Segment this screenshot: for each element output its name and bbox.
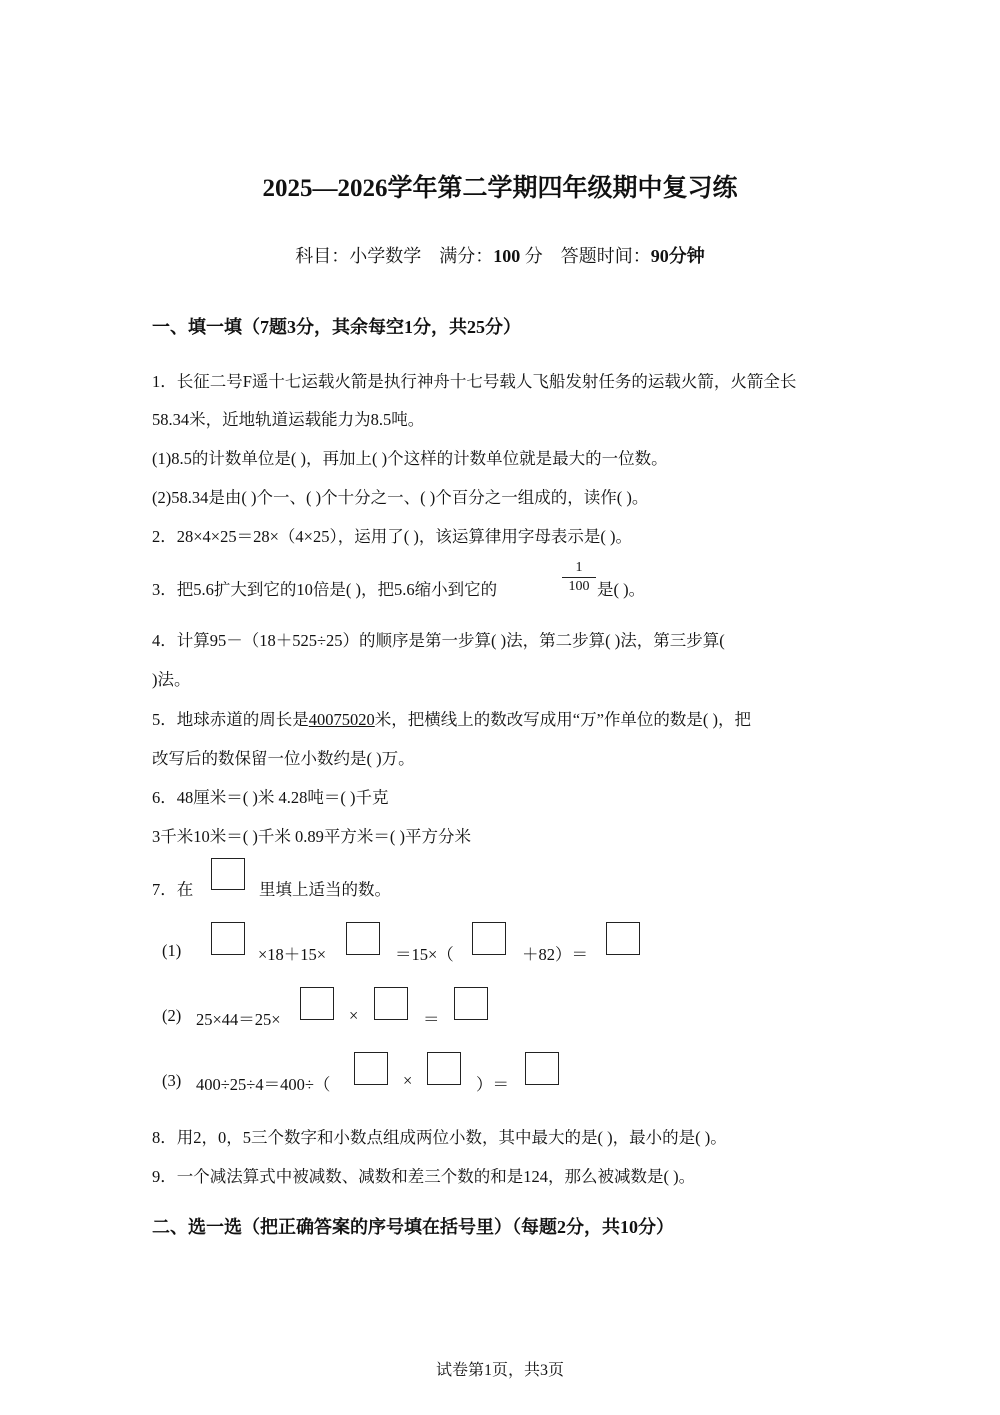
q3-fraction-numerator: 1 bbox=[562, 560, 596, 578]
q7-p3-text-2: × bbox=[403, 1071, 413, 1090]
q1-part1: (1)8.5的计数单位是( )，再加上( )个这样的计数单位就是最大的一位数。 bbox=[152, 449, 668, 468]
q1-line1: 1．长征二号F遥十七运载火箭是执行神舟十七号载人飞船发射任务的运载火箭，火箭全长 bbox=[152, 372, 797, 391]
q5-line2: 改写后的数保留一位小数约是( )万。 bbox=[152, 749, 415, 768]
q7-p2-label: (2) bbox=[162, 1006, 182, 1025]
q7-intro-before: 7．在 bbox=[152, 880, 194, 899]
exam-info bbox=[0, 242, 1000, 268]
q7-intro-after: 里填上适当的数。 bbox=[259, 880, 391, 899]
q7-p2-box-3 bbox=[454, 987, 488, 1020]
q3-fraction-denominator: 100 bbox=[568, 579, 590, 594]
full-score-value: 100 bbox=[493, 246, 521, 266]
q7-p1-label: (1) bbox=[162, 941, 182, 960]
q5-before: 5．地球赤道的周长是 bbox=[152, 710, 309, 729]
q6-line1: 6．48厘米＝( )米 4.28吨＝( )千克 bbox=[152, 788, 389, 807]
q7-p1-text-1: ×18＋15× bbox=[258, 945, 327, 964]
full-score-unit: 分 bbox=[524, 246, 543, 266]
q2-text: 2．28×4×25＝28×（4×25），运用了( )，该运算律用字母表示是( )。 bbox=[152, 527, 632, 546]
q5-line1 bbox=[152, 706, 751, 730]
q7-p2-text-2: × bbox=[349, 1006, 359, 1025]
section-1-heading: 一、填一填（7题3分，其余每空1分，共25分） bbox=[152, 317, 521, 337]
q4-line1: 4．计算95－（18＋525÷25）的顺序是第一步算( )法，第二步算( )法，第三步算( bbox=[152, 631, 725, 650]
q7-p1-box-2 bbox=[346, 922, 380, 955]
q8-text: 8．用2，0，5三个数字和小数点组成两位小数，其中最大的是( )，最小的是( )。 bbox=[152, 1128, 727, 1147]
q7-p2-text-1: 25×44＝25× bbox=[196, 1010, 281, 1029]
q3-after: 是( )。 bbox=[597, 580, 646, 599]
q7-p3-text-3: ）＝ bbox=[476, 1075, 509, 1094]
q7-p1-box-3 bbox=[472, 922, 506, 955]
q7-p3-box-1 bbox=[354, 1052, 388, 1085]
q7-p3-box-2 bbox=[427, 1052, 461, 1085]
q7-p1-box-1 bbox=[211, 922, 245, 955]
q7-p1-text-3: ＋82）＝ bbox=[522, 945, 588, 964]
time-label: 答题时间： bbox=[560, 246, 651, 266]
q7-p3-text-1: 400÷25÷4＝400÷（ bbox=[196, 1075, 331, 1094]
q6-line2: 3千米10米＝( )千米 0.89平方米＝( )平方分米 bbox=[152, 827, 471, 846]
section-2-heading: 二、选一选（把正确答案的序号填在括号里）（每题2分，共10分） bbox=[152, 1217, 674, 1237]
q4-line2: )法。 bbox=[152, 670, 191, 689]
q7-p3-box-3 bbox=[525, 1052, 559, 1085]
full-score-label: 满分： bbox=[439, 246, 494, 266]
q7-p2-text-3: ＝ bbox=[423, 1010, 440, 1029]
q5-after: 米，把横线上的数改写成用“万”作单位的数是( )，把 bbox=[374, 710, 752, 729]
q5-underlined-number: 40075020 bbox=[308, 710, 375, 729]
q7-p1-text-2: ＝15×（ bbox=[395, 945, 454, 964]
q7-p3-label: (3) bbox=[162, 1071, 182, 1090]
q1-part2: (2)58.34是由( )个一、( )个十分之一、( )个百分之一组成的，读作( )。 bbox=[152, 488, 649, 507]
q7-p2-box-1 bbox=[300, 987, 334, 1020]
q3-before: 3．把5.6扩大到它的10倍是( )，把5.6缩小到它的 bbox=[152, 580, 498, 599]
time-value: 90分钟 bbox=[650, 246, 705, 266]
q1-line2: 58.34米，近地轨道运载能力为8.5吨。 bbox=[152, 410, 425, 429]
q7-p2-box-2 bbox=[374, 987, 408, 1020]
subject-label: 科目：小学数学 bbox=[295, 246, 422, 266]
q3-fraction bbox=[562, 560, 596, 595]
q9-text: 9．一个减法算式中被减数、减数和差三个数的和是124，那么被减数是( )。 bbox=[152, 1167, 696, 1186]
page-footer: 试卷第1页，共3页 bbox=[435, 1362, 564, 1379]
q7-intro-box bbox=[211, 858, 245, 890]
q7-p1-box-4 bbox=[606, 922, 640, 955]
page-title: 2025—2026学年第二学期四年级期中复习练 bbox=[262, 175, 738, 202]
